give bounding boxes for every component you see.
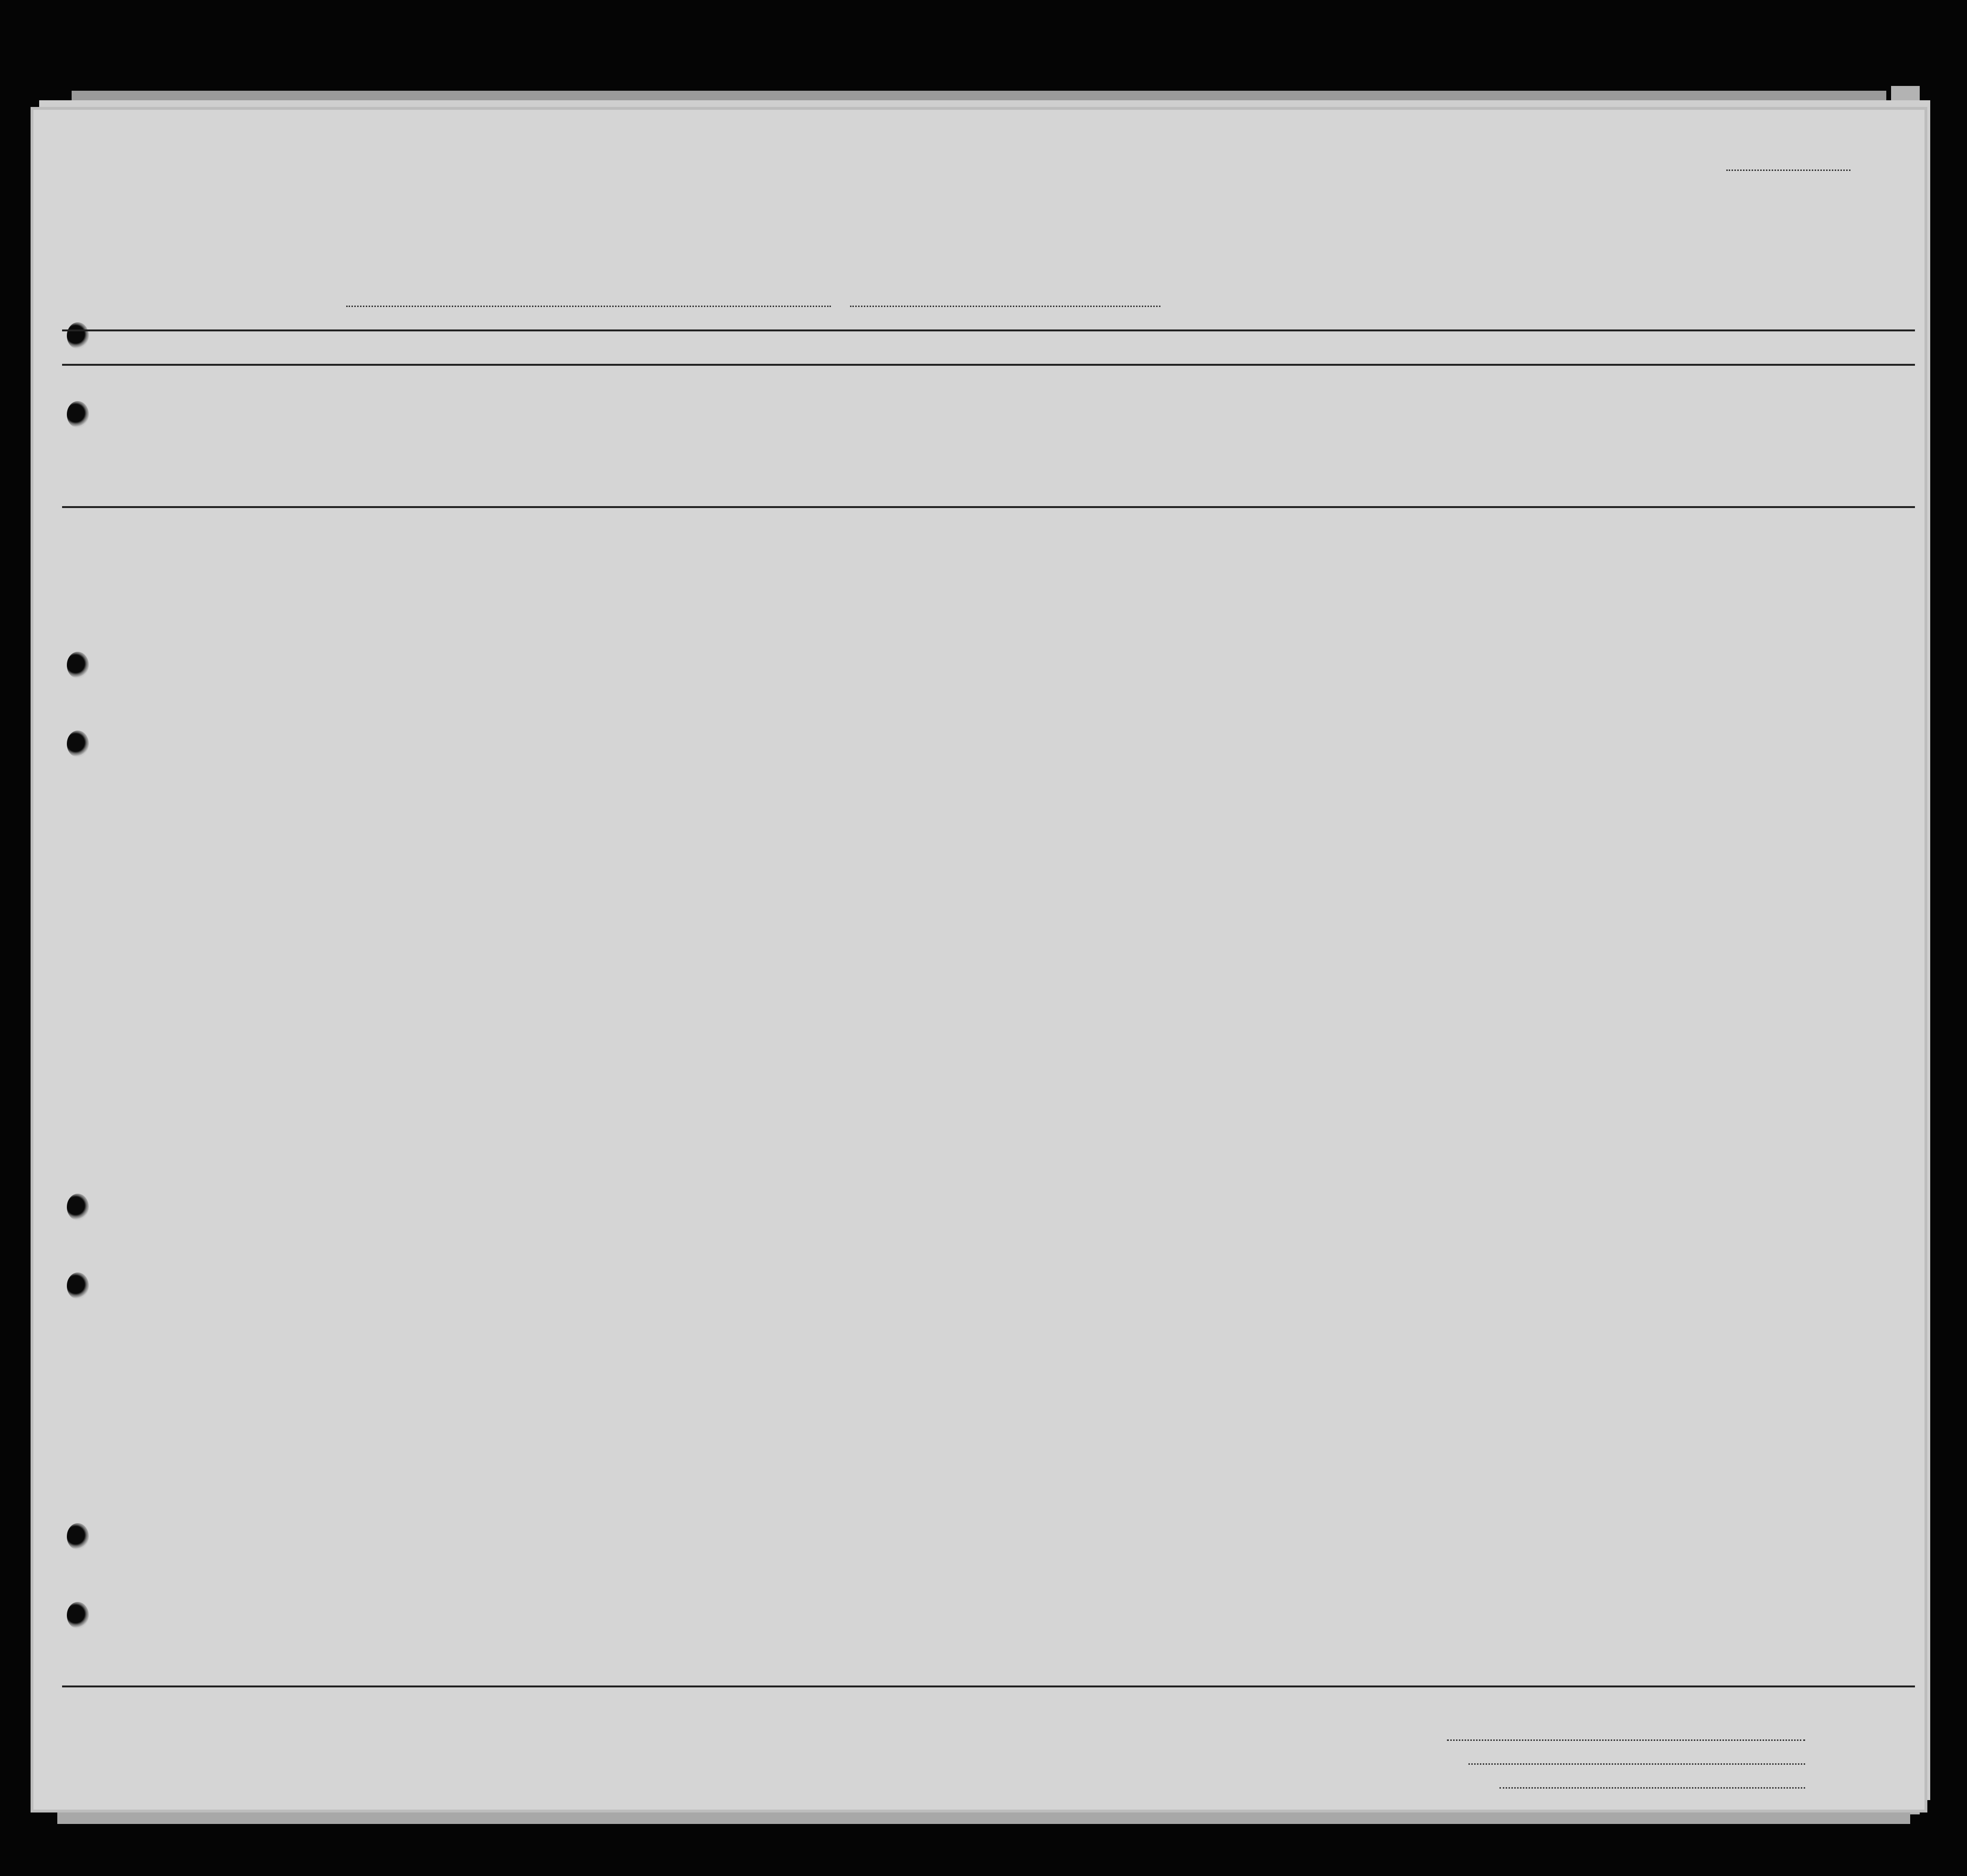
punch-hole [67, 322, 89, 349]
punch-hole [67, 401, 89, 428]
punch-hole [67, 1272, 89, 1299]
punch-hole [67, 652, 89, 678]
line-dotted [1447, 1739, 1805, 1741]
list-dotted-line [1726, 170, 1850, 171]
table-colnum-rule [62, 364, 1915, 366]
table-bottom-rule [62, 1685, 1915, 1687]
date-dotted-line [850, 306, 1160, 307]
col-q28 [1340, 375, 1373, 499]
col-purpose-b [1182, 403, 1200, 499]
punch-hole [67, 731, 89, 757]
col-purpose-a [1141, 403, 1159, 499]
agents-dotted [1499, 1787, 1805, 1789]
col-purpose-c [1215, 403, 1233, 499]
page-stack-edge [72, 91, 1886, 110]
punch-hole [67, 1523, 89, 1550]
punch-hole [67, 1602, 89, 1629]
col-q31 [1456, 375, 1470, 499]
port-dotted-line [346, 306, 831, 307]
punch-hole [67, 1194, 89, 1220]
col-q29 [1392, 375, 1415, 499]
col-q30 [1432, 375, 1446, 499]
owners-dotted [1468, 1763, 1805, 1765]
table-header-rule [62, 506, 1915, 508]
table-top-rule [62, 329, 1915, 331]
col-prison [1247, 375, 1276, 499]
